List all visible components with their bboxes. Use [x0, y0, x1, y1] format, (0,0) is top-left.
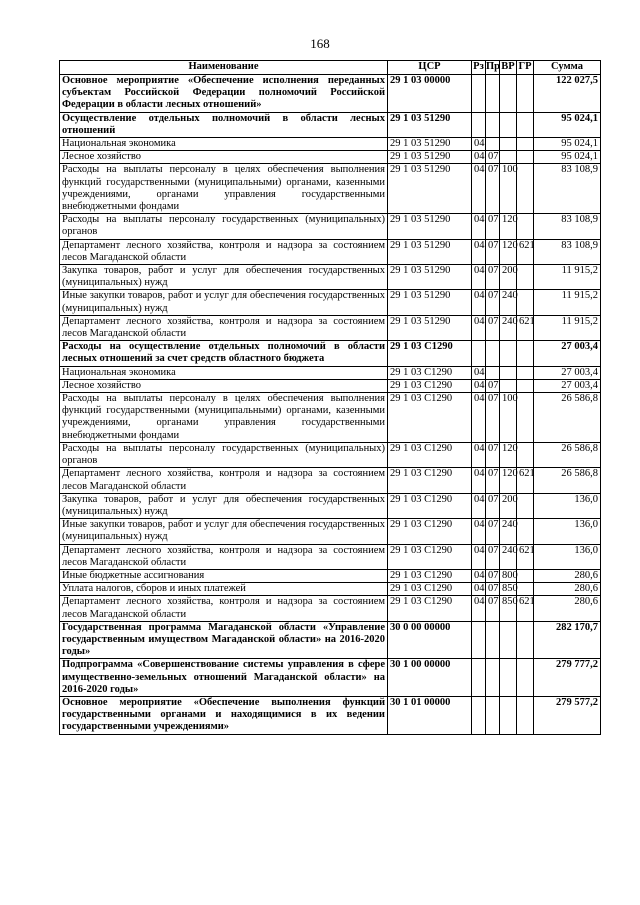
cell-gr: [517, 214, 534, 239]
cell-csr: 29 1 03 51290: [388, 315, 472, 340]
cell-rz: 04: [472, 239, 486, 264]
cell-sum: 136,0: [534, 519, 601, 544]
cell-pr: 07: [486, 569, 500, 582]
table-row: [60, 519, 601, 544]
cell-rz: [472, 696, 486, 734]
cell-rz: 04: [472, 596, 486, 621]
cell-name: Иные бюджетные ассигнования: [60, 569, 388, 582]
cell-sum: 280,6: [534, 569, 601, 582]
table-row: [60, 621, 601, 659]
cell-pr: [486, 621, 500, 659]
table-body: [60, 75, 601, 735]
cell-pr: 07: [486, 583, 500, 596]
cell-gr: [517, 519, 534, 544]
table-row: [60, 214, 601, 239]
cell-sum: 83 108,9: [534, 214, 601, 239]
cell-sum: 282 170,7: [534, 621, 601, 659]
cell-sum: 83 108,9: [534, 239, 601, 264]
cell-rz: 04: [472, 493, 486, 518]
cell-csr: 29 1 03 51290: [388, 239, 472, 264]
table-header-row: [60, 61, 601, 75]
cell-csr: 29 1 03 51290: [388, 138, 472, 151]
cell-vr: 240: [500, 315, 517, 340]
cell-vr: [500, 112, 517, 137]
table-row: [60, 315, 601, 340]
cell-sum: 279 777,2: [534, 659, 601, 697]
cell-csr: 29 1 03 00000: [388, 75, 472, 113]
cell-csr: 29 1 03 С1290: [388, 341, 472, 366]
cell-gr: [517, 493, 534, 518]
cell-pr: 07: [486, 519, 500, 544]
table-row: [60, 493, 601, 518]
cell-pr: 07: [486, 214, 500, 239]
cell-vr: 240: [500, 519, 517, 544]
cell-gr: [517, 583, 534, 596]
cell-pr: [486, 366, 500, 379]
cell-rz: 04: [472, 393, 486, 443]
cell-sum: 26 586,8: [534, 442, 601, 467]
cell-sum: 27 003,4: [534, 341, 601, 366]
table-row: [60, 75, 601, 113]
cell-pr: [486, 659, 500, 697]
cell-gr: [517, 290, 534, 315]
cell-name: Закупка товаров, работ и услуг для обеспечения государственных (муниципальных) нужд: [60, 265, 388, 290]
cell-csr: 29 1 03 51290: [388, 112, 472, 137]
cell-csr: 29 1 03 С1290: [388, 379, 472, 392]
cell-sum: 280,6: [534, 583, 601, 596]
cell-vr: [500, 379, 517, 392]
cell-vr: 850: [500, 583, 517, 596]
table-row: [60, 341, 601, 366]
table-row: [60, 393, 601, 443]
cell-gr: 621: [517, 315, 534, 340]
header-csr: ЦСР: [388, 61, 472, 75]
cell-rz: 04: [472, 151, 486, 164]
cell-sum: 95 024,1: [534, 112, 601, 137]
cell-rz: 04: [472, 214, 486, 239]
cell-gr: 621: [517, 468, 534, 493]
cell-vr: [500, 621, 517, 659]
cell-vr: 100: [500, 393, 517, 443]
cell-sum: 26 586,8: [534, 393, 601, 443]
cell-rz: 04: [472, 290, 486, 315]
cell-gr: [517, 151, 534, 164]
cell-rz: [472, 112, 486, 137]
cell-name: Расходы на выплаты персоналу в целях обеспечения выполнения функций государственными (муниципальными) органами, казенными учреждениями, органами управления государственными внебюджетными фондами: [60, 164, 388, 214]
cell-name: Расходы на выплаты персоналу в целях обеспечения выполнения функций государственными (муниципальными) органами, казенными учреждениями, органами управления государственными внебюджетными фондами: [60, 393, 388, 443]
cell-vr: 200: [500, 493, 517, 518]
cell-pr: 07: [486, 315, 500, 340]
cell-pr: [486, 112, 500, 137]
cell-name: Подпрограмма «Совершенствование системы управления в сфере имущественно-земельных отношений Магаданской области» на 2016-2020 годы»: [60, 659, 388, 697]
cell-csr: 29 1 03 51290: [388, 164, 472, 214]
cell-gr: [517, 112, 534, 137]
cell-sum: 95 024,1: [534, 151, 601, 164]
cell-sum: 83 108,9: [534, 164, 601, 214]
header-sum: Сумма: [534, 61, 601, 75]
cell-name: Уплата налогов, сборов и иных платежей: [60, 583, 388, 596]
cell-vr: [500, 341, 517, 366]
cell-csr: 29 1 03 С1290: [388, 442, 472, 467]
table-row: [60, 468, 601, 493]
cell-sum: 11 915,2: [534, 265, 601, 290]
cell-csr: 30 1 01 00000: [388, 696, 472, 734]
table-row: [60, 544, 601, 569]
cell-pr: 07: [486, 151, 500, 164]
cell-name: Лесное хозяйство: [60, 151, 388, 164]
cell-csr: 29 1 03 С1290: [388, 544, 472, 569]
cell-pr: 07: [486, 442, 500, 467]
cell-gr: [517, 569, 534, 582]
cell-gr: [517, 696, 534, 734]
table-row: [60, 569, 601, 582]
cell-gr: 621: [517, 596, 534, 621]
cell-pr: 07: [486, 379, 500, 392]
cell-pr: 07: [486, 468, 500, 493]
cell-csr: 29 1 03 С1290: [388, 393, 472, 443]
cell-csr: 29 1 03 С1290: [388, 468, 472, 493]
cell-csr: 30 0 00 00000: [388, 621, 472, 659]
cell-sum: 11 915,2: [534, 290, 601, 315]
cell-pr: 07: [486, 265, 500, 290]
cell-vr: [500, 366, 517, 379]
cell-gr: [517, 393, 534, 443]
cell-csr: 30 1 00 00000: [388, 659, 472, 697]
cell-pr: 07: [486, 239, 500, 264]
cell-gr: [517, 75, 534, 113]
cell-gr: [517, 659, 534, 697]
cell-name: Расходы на выплаты персоналу государственных (муниципальных) органов: [60, 442, 388, 467]
table-row: [60, 239, 601, 264]
cell-rz: 04: [472, 366, 486, 379]
cell-rz: 04: [472, 442, 486, 467]
cell-vr: 240: [500, 544, 517, 569]
cell-gr: [517, 621, 534, 659]
table-row: [60, 151, 601, 164]
cell-name: Расходы на осуществление отдельных полномочий в области лесных отношений за счет средств областного бюджета: [60, 341, 388, 366]
cell-gr: [517, 442, 534, 467]
cell-rz: 04: [472, 569, 486, 582]
cell-sum: 280,6: [534, 596, 601, 621]
cell-vr: 120: [500, 214, 517, 239]
cell-csr: 29 1 03 С1290: [388, 569, 472, 582]
cell-name: Департамент лесного хозяйства, контроля и надзора за состоянием лесов Магаданской области: [60, 468, 388, 493]
cell-rz: 04: [472, 315, 486, 340]
cell-pr: [486, 75, 500, 113]
cell-vr: [500, 138, 517, 151]
cell-csr: 29 1 03 51290: [388, 290, 472, 315]
cell-sum: 279 577,2: [534, 696, 601, 734]
cell-name: Иные закупки товаров, работ и услуг для обеспечения государственных (муниципальных) нужд: [60, 519, 388, 544]
cell-csr: 29 1 03 С1290: [388, 366, 472, 379]
cell-pr: [486, 341, 500, 366]
cell-vr: 120: [500, 239, 517, 264]
cell-gr: [517, 366, 534, 379]
table-row: [60, 442, 601, 467]
cell-pr: [486, 138, 500, 151]
cell-name: Закупка товаров, работ и услуг для обеспечения государственных (муниципальных) нужд: [60, 493, 388, 518]
cell-vr: [500, 659, 517, 697]
cell-name: Департамент лесного хозяйства, контроля и надзора за состоянием лесов Магаданской области: [60, 596, 388, 621]
cell-gr: [517, 138, 534, 151]
cell-vr: 800: [500, 569, 517, 582]
cell-sum: 27 003,4: [534, 379, 601, 392]
cell-gr: 621: [517, 544, 534, 569]
cell-vr: [500, 75, 517, 113]
table-row: [60, 596, 601, 621]
cell-vr: 120: [500, 442, 517, 467]
table-row: [60, 583, 601, 596]
cell-vr: 850: [500, 596, 517, 621]
cell-rz: [472, 621, 486, 659]
table-row: [60, 112, 601, 137]
header-name: Наименование: [60, 61, 388, 75]
cell-csr: 29 1 03 51290: [388, 151, 472, 164]
cell-name: Осуществление отдельных полномочий в области лесных отношений: [60, 112, 388, 137]
table-row: [60, 379, 601, 392]
cell-name: Департамент лесного хозяйства, контроля и надзора за состоянием лесов Магаданской области: [60, 315, 388, 340]
table-row: [60, 138, 601, 151]
cell-rz: 04: [472, 379, 486, 392]
page-number: 168: [310, 36, 330, 51]
table-row: [60, 696, 601, 734]
header-gr: ГР: [517, 61, 534, 75]
cell-csr: 29 1 03 С1290: [388, 493, 472, 518]
cell-sum: 27 003,4: [534, 366, 601, 379]
cell-pr: 07: [486, 290, 500, 315]
cell-pr: 07: [486, 493, 500, 518]
cell-name: Государственная программа Магаданской области «Управление государственным имуществом Магаданской области» на 2016-2020 годы»: [60, 621, 388, 659]
cell-name: Национальная экономика: [60, 138, 388, 151]
cell-vr: 100: [500, 164, 517, 214]
cell-pr: 07: [486, 596, 500, 621]
cell-name: Лесное хозяйство: [60, 379, 388, 392]
cell-sum: 136,0: [534, 544, 601, 569]
cell-vr: 200: [500, 265, 517, 290]
cell-gr: 621: [517, 239, 534, 264]
cell-gr: [517, 164, 534, 214]
cell-name: Основное мероприятие «Обеспечение выполнения функций государственными органами и находящимися в их ведении государственными учреждениями»: [60, 696, 388, 734]
cell-rz: [472, 659, 486, 697]
cell-pr: 07: [486, 164, 500, 214]
cell-rz: 04: [472, 138, 486, 151]
cell-rz: [472, 341, 486, 366]
header-vr: ВР: [500, 61, 517, 75]
cell-rz: 04: [472, 519, 486, 544]
budget-table: [59, 60, 601, 735]
cell-rz: [472, 75, 486, 113]
cell-rz: 04: [472, 544, 486, 569]
table-row: [60, 265, 601, 290]
cell-rz: 04: [472, 468, 486, 493]
cell-gr: [517, 341, 534, 366]
cell-rz: 04: [472, 265, 486, 290]
cell-name: Иные закупки товаров, работ и услуг для обеспечения государственных (муниципальных) нужд: [60, 290, 388, 315]
cell-sum: 136,0: [534, 493, 601, 518]
cell-pr: 07: [486, 544, 500, 569]
table-row: [60, 290, 601, 315]
cell-sum: 26 586,8: [534, 468, 601, 493]
cell-name: Расходы на выплаты персоналу государственных (муниципальных) органов: [60, 214, 388, 239]
cell-name: Основное мероприятие «Обеспечение исполнения переданных субъектам Российской Федерации полномочий Российской Федерации в области лесных отношений»: [60, 75, 388, 113]
cell-name: Департамент лесного хозяйства, контроля и надзора за состоянием лесов Магаданской области: [60, 544, 388, 569]
cell-csr: 29 1 03 С1290: [388, 519, 472, 544]
cell-sum: 95 024,1: [534, 138, 601, 151]
cell-gr: [517, 265, 534, 290]
table-row: [60, 366, 601, 379]
cell-vr: [500, 696, 517, 734]
cell-rz: 04: [472, 583, 486, 596]
cell-sum: 11 915,2: [534, 315, 601, 340]
table-row: [60, 659, 601, 697]
cell-name: Департамент лесного хозяйства, контроля и надзора за состоянием лесов Магаданской области: [60, 239, 388, 264]
header-rz: Рз: [472, 61, 486, 75]
cell-csr: 29 1 03 51290: [388, 214, 472, 239]
cell-vr: 240: [500, 290, 517, 315]
cell-csr: 29 1 03 51290: [388, 265, 472, 290]
cell-pr: 07: [486, 393, 500, 443]
cell-pr: [486, 696, 500, 734]
cell-vr: [500, 151, 517, 164]
cell-vr: 120: [500, 468, 517, 493]
cell-sum: 122 027,5: [534, 75, 601, 113]
header-pr: Пр: [486, 61, 500, 75]
cell-name: Национальная экономика: [60, 366, 388, 379]
cell-csr: 29 1 03 С1290: [388, 596, 472, 621]
cell-rz: 04: [472, 164, 486, 214]
cell-csr: 29 1 03 С1290: [388, 583, 472, 596]
cell-gr: [517, 379, 534, 392]
table-row: [60, 164, 601, 214]
